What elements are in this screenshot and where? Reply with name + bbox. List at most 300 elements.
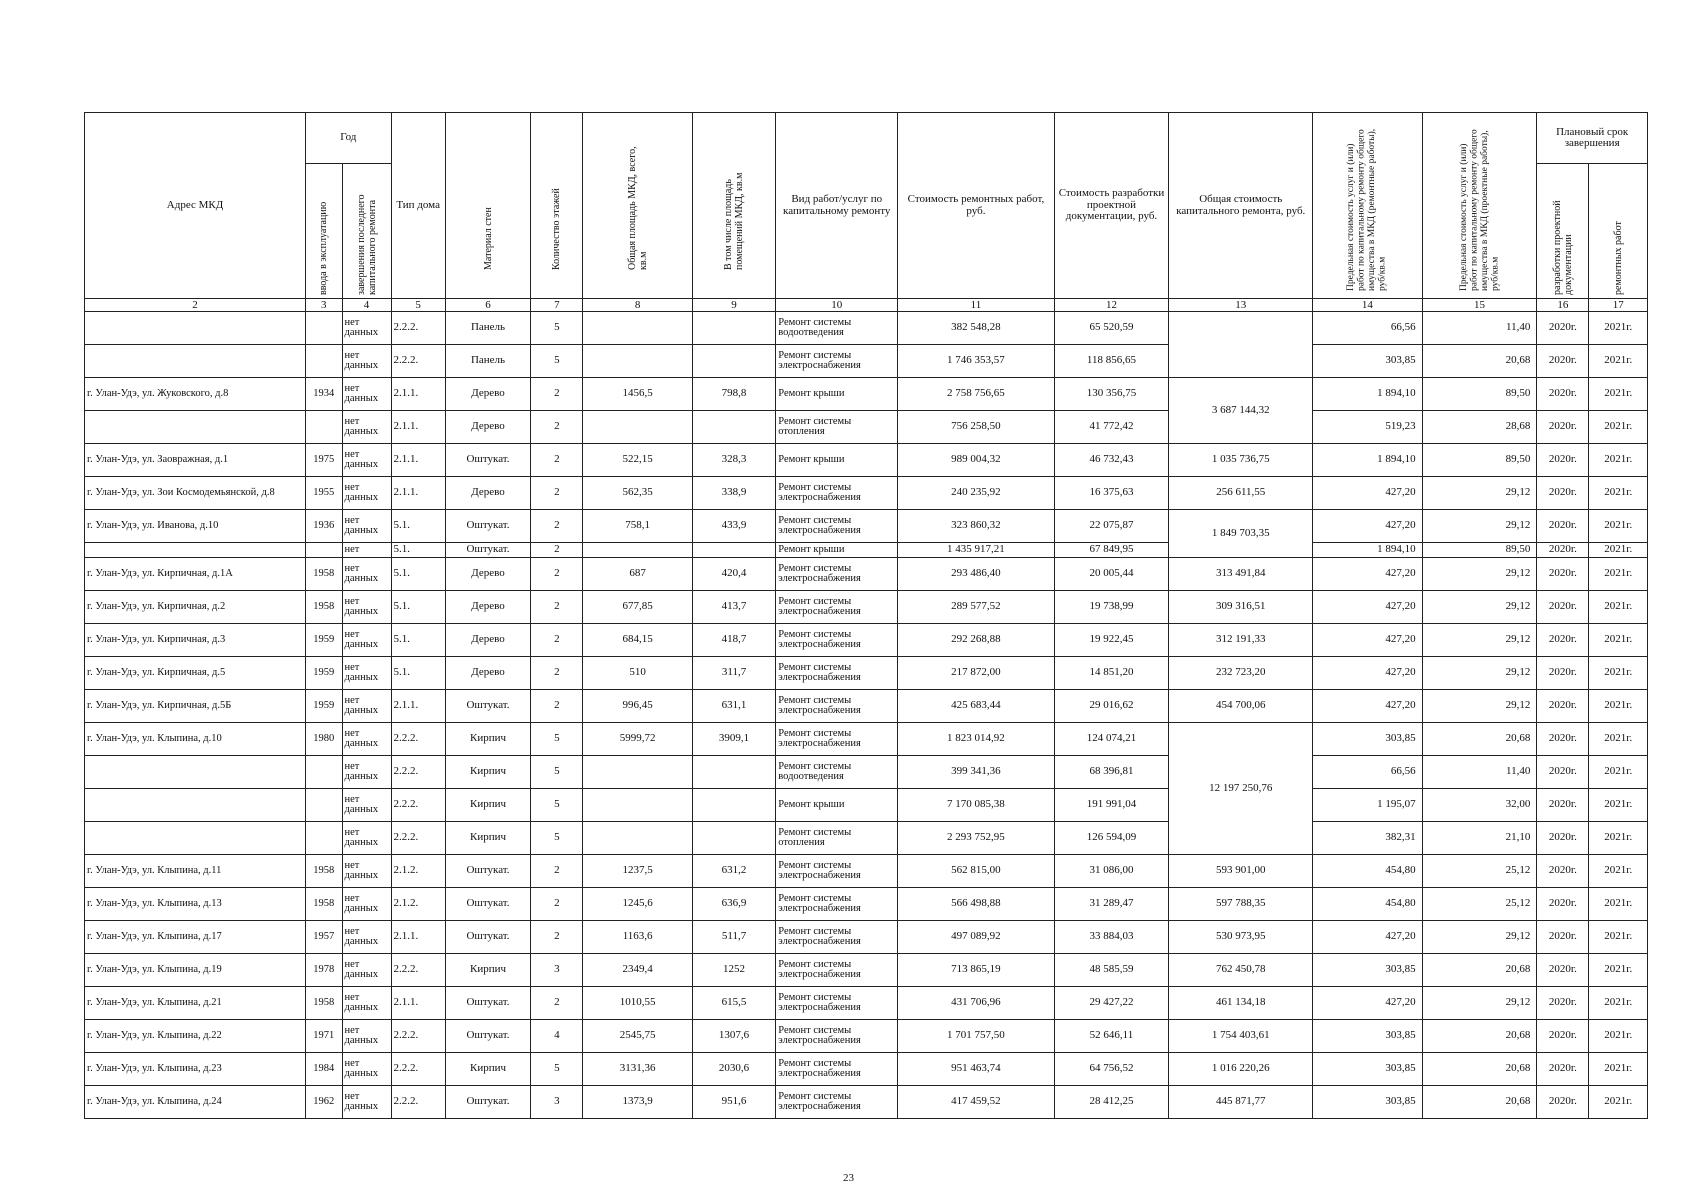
- cell-premises-area: [692, 345, 775, 378]
- cell-year-built: 1957: [306, 921, 342, 954]
- cell-limit-design: 25,12: [1422, 855, 1537, 888]
- cell-total-area: 684,15: [583, 624, 692, 657]
- cell-wall-material: Оштукат.: [445, 690, 531, 723]
- header-work-type: Вид работ/услуг по капитальному ремонту: [776, 113, 898, 299]
- cell-limit-design: 29,12: [1422, 657, 1537, 690]
- cell-repair-cost: 293 486,40: [898, 558, 1054, 591]
- table-row: [85, 591, 1648, 624]
- cell-term-design: 2020г.: [1537, 1020, 1589, 1053]
- cell-limit-design: 29,12: [1422, 987, 1537, 1020]
- cell-design-cost: 126 594,09: [1054, 822, 1169, 855]
- cell-limit-design: 89,50: [1422, 444, 1537, 477]
- cell-premises-area: [692, 411, 775, 444]
- cell-wall-material: Оштукат.: [445, 921, 531, 954]
- table-row: [85, 855, 1648, 888]
- cell-address: г. Улан-Удэ, ул. Клыпина, д.21: [85, 987, 306, 1020]
- table-row: [85, 558, 1648, 591]
- cell-address: [85, 345, 306, 378]
- cell-last-repair: нет данных: [342, 444, 391, 477]
- cell-last-repair: нет данных: [342, 789, 391, 822]
- cell-work-type: Ремонт системы электроснабжения: [776, 477, 898, 510]
- cell-term-design: 2020г.: [1537, 477, 1589, 510]
- cell-total-area: 510: [583, 657, 692, 690]
- cell-last-repair: нет данных: [342, 657, 391, 690]
- cell-house-type: 5.1.: [391, 510, 445, 543]
- cell-year-built: 1958: [306, 591, 342, 624]
- cell-limit-repair: 303,85: [1313, 1020, 1422, 1053]
- header-floors: [531, 113, 583, 299]
- cell-year-built: [306, 756, 342, 789]
- cell-year-built: 1980: [306, 723, 342, 756]
- cell-design-cost: 20 005,44: [1054, 558, 1169, 591]
- header-premises-area: [692, 113, 775, 299]
- cell-limit-repair: 454,80: [1313, 855, 1422, 888]
- cell-term-repair: 2021г.: [1589, 855, 1648, 888]
- cell-wall-material: Дерево: [445, 477, 531, 510]
- cell-total-area: 2545,75: [583, 1020, 692, 1053]
- cell-year-built: 1959: [306, 624, 342, 657]
- header-year-commission: [306, 164, 342, 299]
- cell-limit-repair: 303,85: [1313, 1053, 1422, 1086]
- header-year-last-repair-text: завершения последнего капитального ремонта: [355, 194, 378, 295]
- cell-total-cost: 1 035 736,75: [1169, 444, 1313, 477]
- cell-floors: 2: [531, 444, 583, 477]
- cell-wall-material: Оштукат.: [445, 987, 531, 1020]
- cell-term-repair: 2021г.: [1589, 921, 1648, 954]
- cell-design-cost: 52 646,11: [1054, 1020, 1169, 1053]
- cell-work-type: Ремонт системы электроснабжения: [776, 1020, 898, 1053]
- cell-total-cost: 597 788,35: [1169, 888, 1313, 921]
- cell-house-type: 2.2.2.: [391, 822, 445, 855]
- cell-term-repair: 2021г.: [1589, 411, 1648, 444]
- cell-design-cost: 28 412,25: [1054, 1086, 1169, 1119]
- table-row: [85, 624, 1648, 657]
- column-number: 14: [1313, 299, 1422, 312]
- cell-year-built: [306, 789, 342, 822]
- cell-total-cost: 762 450,78: [1169, 954, 1313, 987]
- cell-premises-area: 631,1: [692, 690, 775, 723]
- cell-premises-area: 1307,6: [692, 1020, 775, 1053]
- cell-term-repair: 2021г.: [1589, 378, 1648, 411]
- cell-wall-material: Панель: [445, 345, 531, 378]
- table-row: [85, 921, 1648, 954]
- cell-last-repair: нет данных: [342, 345, 391, 378]
- cell-year-built: 1958: [306, 987, 342, 1020]
- cell-limit-design: 89,50: [1422, 378, 1537, 411]
- cell-premises-area: 615,5: [692, 987, 775, 1020]
- cell-repair-cost: 417 459,52: [898, 1086, 1054, 1119]
- cell-year-built: [306, 312, 342, 345]
- cell-term-design: 2020г.: [1537, 756, 1589, 789]
- cell-work-type: Ремонт крыши: [776, 543, 898, 558]
- cell-year-built: [306, 822, 342, 855]
- cell-last-repair: нет данных: [342, 1086, 391, 1119]
- cell-house-type: 5.1.: [391, 543, 445, 558]
- cell-limit-repair: 427,20: [1313, 921, 1422, 954]
- cell-address: [85, 789, 306, 822]
- cell-total-area: 687: [583, 558, 692, 591]
- header-floors-text: Количество этажей: [551, 187, 563, 270]
- cell-term-design: 2020г.: [1537, 1053, 1589, 1086]
- cell-address: г. Улан-Удэ, ул. Кирпичная, д.5Б: [85, 690, 306, 723]
- cell-house-type: 2.2.2.: [391, 723, 445, 756]
- cell-design-cost: 67 849,95: [1054, 543, 1169, 558]
- cell-repair-cost: 7 170 085,38: [898, 789, 1054, 822]
- cell-limit-design: 20,68: [1422, 1086, 1537, 1119]
- cell-total-cost: 593 901,00: [1169, 855, 1313, 888]
- cell-term-design: 2020г.: [1537, 657, 1589, 690]
- cell-last-repair: нет данных: [342, 1020, 391, 1053]
- cell-term-design: 2020г.: [1537, 855, 1589, 888]
- cell-address: г. Улан-Удэ, ул. Кирпичная, д.3: [85, 624, 306, 657]
- cell-design-cost: 31 086,00: [1054, 855, 1169, 888]
- cell-last-repair: нет данных: [342, 378, 391, 411]
- table-row: [85, 1053, 1648, 1086]
- cell-last-repair: нет данных: [342, 591, 391, 624]
- cell-term-repair: 2021г.: [1589, 312, 1648, 345]
- cell-limit-repair: 427,20: [1313, 624, 1422, 657]
- cell-repair-cost: 399 341,36: [898, 756, 1054, 789]
- cell-term-design: 2020г.: [1537, 822, 1589, 855]
- cell-limit-repair: 66,56: [1313, 312, 1422, 345]
- cell-term-design: 2020г.: [1537, 444, 1589, 477]
- table-body: [85, 312, 1648, 1119]
- capital-repair-table: [84, 112, 1648, 1119]
- cell-term-repair: 2021г.: [1589, 888, 1648, 921]
- table-row: [85, 657, 1648, 690]
- cell-work-type: Ремонт системы электроснабжения: [776, 657, 898, 690]
- cell-wall-material: Кирпич: [445, 1053, 531, 1086]
- page-number: 23: [843, 1172, 854, 1184]
- column-number: 3: [306, 299, 342, 312]
- cell-work-type: Ремонт крыши: [776, 378, 898, 411]
- cell-limit-design: 29,12: [1422, 624, 1537, 657]
- cell-work-type: Ремонт системы электроснабжения: [776, 624, 898, 657]
- cell-year-built: 1962: [306, 1086, 342, 1119]
- cell-limit-design: 29,12: [1422, 690, 1537, 723]
- cell-house-type: 2.1.1.: [391, 411, 445, 444]
- cell-term-repair: 2021г.: [1589, 756, 1648, 789]
- cell-total-area: 1456,5: [583, 378, 692, 411]
- cell-address: г. Улан-Удэ, ул. Иванова, д.10: [85, 510, 306, 543]
- header-house-type: Тип дома: [391, 113, 445, 299]
- cell-work-type: Ремонт крыши: [776, 789, 898, 822]
- cell-work-type: Ремонт системы электроснабжения: [776, 987, 898, 1020]
- cell-year-built: 1971: [306, 1020, 342, 1053]
- header-year: Год: [306, 113, 391, 164]
- cell-design-cost: 19 922,45: [1054, 624, 1169, 657]
- header-wall-material-text: Материал стен: [482, 206, 494, 270]
- cell-year-built: 1958: [306, 888, 342, 921]
- cell-repair-cost: 989 004,32: [898, 444, 1054, 477]
- cell-design-cost: 16 375,63: [1054, 477, 1169, 510]
- cell-year-built: 1984: [306, 1053, 342, 1086]
- cell-premises-area: 338,9: [692, 477, 775, 510]
- cell-term-design: 2020г.: [1537, 690, 1589, 723]
- cell-premises-area: 3909,1: [692, 723, 775, 756]
- header-repair-cost: Стоимость ремонтных работ, руб.: [898, 113, 1054, 299]
- cell-address: г. Улан-Удэ, ул. Клыпина, д.11: [85, 855, 306, 888]
- table-row: [85, 477, 1648, 510]
- cell-work-type: Ремонт системы отопления: [776, 411, 898, 444]
- cell-total-area: [583, 312, 692, 345]
- cell-design-cost: 46 732,43: [1054, 444, 1169, 477]
- header-limit-design: [1422, 113, 1537, 299]
- header-limit-repair: [1313, 113, 1422, 299]
- cell-limit-repair: 427,20: [1313, 591, 1422, 624]
- cell-design-cost: 41 772,42: [1054, 411, 1169, 444]
- cell-term-design: 2020г.: [1537, 510, 1589, 543]
- cell-floors: 2: [531, 558, 583, 591]
- cell-repair-cost: 323 860,32: [898, 510, 1054, 543]
- cell-term-repair: 2021г.: [1589, 477, 1648, 510]
- cell-last-repair: нет данных: [342, 987, 391, 1020]
- table-row: [85, 1020, 1648, 1053]
- cell-design-cost: 22 075,87: [1054, 510, 1169, 543]
- cell-year-built: 1958: [306, 558, 342, 591]
- cell-limit-repair: 519,23: [1313, 411, 1422, 444]
- cell-repair-cost: 217 872,00: [898, 657, 1054, 690]
- cell-work-type: Ремонт системы водоотведения: [776, 312, 898, 345]
- cell-design-cost: 14 851,20: [1054, 657, 1169, 690]
- cell-repair-cost: 1 823 014,92: [898, 723, 1054, 756]
- cell-limit-design: 29,12: [1422, 558, 1537, 591]
- cell-total-cost: 461 134,18: [1169, 987, 1313, 1020]
- cell-work-type: Ремонт системы водоотведения: [776, 756, 898, 789]
- cell-premises-area: 511,7: [692, 921, 775, 954]
- cell-total-cost: 3 687 144,32: [1169, 378, 1313, 444]
- cell-address: г. Улан-Удэ, ул. Клыпина, д.23: [85, 1053, 306, 1086]
- cell-floors: 3: [531, 954, 583, 987]
- column-number: 11: [898, 299, 1054, 312]
- cell-floors: 5: [531, 789, 583, 822]
- header-premises-area-text: В том числе площадь помещений МКД, кв.м: [723, 172, 746, 270]
- cell-design-cost: 124 074,21: [1054, 723, 1169, 756]
- cell-floors: 5: [531, 312, 583, 345]
- cell-term-design: 2020г.: [1537, 987, 1589, 1020]
- cell-limit-design: 29,12: [1422, 510, 1537, 543]
- cell-house-type: 2.1.1.: [391, 477, 445, 510]
- cell-total-area: 2349,4: [583, 954, 692, 987]
- cell-wall-material: Дерево: [445, 657, 531, 690]
- cell-address: г. Улан-Удэ, ул. Клыпина, д.10: [85, 723, 306, 756]
- cell-house-type: 2.2.2.: [391, 1020, 445, 1053]
- cell-floors: 5: [531, 1053, 583, 1086]
- cell-house-type: 2.1.1.: [391, 444, 445, 477]
- cell-work-type: Ремонт системы отопления: [776, 822, 898, 855]
- cell-last-repair: нет данных: [342, 510, 391, 543]
- cell-term-design: 2020г.: [1537, 789, 1589, 822]
- cell-total-cost: 312 191,33: [1169, 624, 1313, 657]
- cell-floors: 5: [531, 345, 583, 378]
- cell-total-area: [583, 756, 692, 789]
- cell-last-repair: нет данных: [342, 723, 391, 756]
- cell-last-repair: нет данных: [342, 690, 391, 723]
- table-row: [85, 378, 1648, 411]
- cell-floors: 2: [531, 690, 583, 723]
- cell-limit-repair: 303,85: [1313, 345, 1422, 378]
- column-number: 6: [445, 299, 531, 312]
- cell-year-built: [306, 345, 342, 378]
- cell-term-design: 2020г.: [1537, 558, 1589, 591]
- cell-year-built: 1959: [306, 690, 342, 723]
- cell-floors: 4: [531, 1020, 583, 1053]
- cell-limit-design: 20,68: [1422, 1020, 1537, 1053]
- cell-repair-cost: 425 683,44: [898, 690, 1054, 723]
- cell-wall-material: Кирпич: [445, 723, 531, 756]
- cell-wall-material: Оштукат.: [445, 510, 531, 543]
- cell-floors: 2: [531, 378, 583, 411]
- cell-premises-area: 798,8: [692, 378, 775, 411]
- cell-total-area: 522,15: [583, 444, 692, 477]
- cell-repair-cost: 1 435 917,21: [898, 543, 1054, 558]
- cell-total-area: 996,45: [583, 690, 692, 723]
- header-year-commission-text: ввода в эксплуатацию: [318, 201, 330, 295]
- cell-floors: 2: [531, 657, 583, 690]
- cell-address: г. Улан-Удэ, ул. Клыпина, д.19: [85, 954, 306, 987]
- cell-year-built: 1936: [306, 510, 342, 543]
- cell-term-repair: 2021г.: [1589, 444, 1648, 477]
- table-row: [85, 723, 1648, 756]
- cell-work-type: Ремонт системы электроснабжения: [776, 558, 898, 591]
- cell-limit-design: 29,12: [1422, 921, 1537, 954]
- cell-term-design: 2020г.: [1537, 543, 1589, 558]
- cell-floors: 2: [531, 411, 583, 444]
- cell-limit-design: 25,12: [1422, 888, 1537, 921]
- cell-design-cost: 65 520,59: [1054, 312, 1169, 345]
- cell-total-cost: 12 197 250,76: [1169, 723, 1313, 855]
- cell-address: г. Улан-Удэ, ул. Зои Космодемьянской, д.8: [85, 477, 306, 510]
- cell-total-area: 1237,5: [583, 855, 692, 888]
- cell-total-area: 562,35: [583, 477, 692, 510]
- cell-limit-design: 29,12: [1422, 591, 1537, 624]
- cell-last-repair: нет данных: [342, 558, 391, 591]
- cell-repair-cost: 292 268,88: [898, 624, 1054, 657]
- cell-term-repair: 2021г.: [1589, 690, 1648, 723]
- cell-wall-material: Оштукат.: [445, 1086, 531, 1119]
- cell-repair-cost: 951 463,74: [898, 1053, 1054, 1086]
- cell-limit-repair: 1 894,10: [1313, 543, 1422, 558]
- cell-last-repair: нет данных: [342, 855, 391, 888]
- cell-total-area: 3131,36: [583, 1053, 692, 1086]
- cell-limit-repair: 303,85: [1313, 723, 1422, 756]
- cell-premises-area: 1252: [692, 954, 775, 987]
- table-row: [85, 888, 1648, 921]
- cell-work-type: Ремонт системы электроснабжения: [776, 1086, 898, 1119]
- cell-limit-design: 20,68: [1422, 954, 1537, 987]
- header-planned-term: Плановый срок завершения: [1537, 113, 1648, 164]
- header-total-cost: Общая стоимость капитального ремонта, руб.: [1169, 113, 1313, 299]
- cell-limit-repair: 427,20: [1313, 657, 1422, 690]
- cell-limit-design: 11,40: [1422, 312, 1537, 345]
- cell-work-type: Ремонт системы электроснабжения: [776, 510, 898, 543]
- cell-total-area: 758,1: [583, 510, 692, 543]
- cell-last-repair: нет данных: [342, 921, 391, 954]
- cell-wall-material: Оштукат.: [445, 855, 531, 888]
- cell-term-design: 2020г.: [1537, 411, 1589, 444]
- cell-total-area: [583, 345, 692, 378]
- cell-limit-repair: 303,85: [1313, 1086, 1422, 1119]
- cell-year-built: 1975: [306, 444, 342, 477]
- header-address: Адрес МКД: [85, 113, 306, 299]
- table-row: [85, 444, 1648, 477]
- cell-term-repair: 2021г.: [1589, 591, 1648, 624]
- cell-total-area: 1163,6: [583, 921, 692, 954]
- cell-repair-cost: 1 701 757,50: [898, 1020, 1054, 1053]
- cell-term-repair: 2021г.: [1589, 1020, 1648, 1053]
- cell-wall-material: Дерево: [445, 558, 531, 591]
- cell-wall-material: Кирпич: [445, 756, 531, 789]
- cell-address: [85, 822, 306, 855]
- cell-last-repair: нет данных: [342, 1053, 391, 1086]
- cell-limit-design: 20,68: [1422, 723, 1537, 756]
- cell-address: г. Улан-Удэ, ул. Кирпичная, д.5: [85, 657, 306, 690]
- cell-term-repair: 2021г.: [1589, 723, 1648, 756]
- cell-total-area: 5999,72: [583, 723, 692, 756]
- table-row: [85, 312, 1648, 345]
- header-year-last-repair: [342, 164, 391, 299]
- cell-wall-material: Дерево: [445, 624, 531, 657]
- cell-repair-cost: 562 815,00: [898, 855, 1054, 888]
- cell-house-type: 2.2.2.: [391, 1053, 445, 1086]
- column-number: 16: [1537, 299, 1589, 312]
- cell-wall-material: Панель: [445, 312, 531, 345]
- header-wall-material: [445, 113, 531, 299]
- cell-work-type: Ремонт системы электроснабжения: [776, 921, 898, 954]
- cell-repair-cost: 382 548,28: [898, 312, 1054, 345]
- header-total-area-text: Общая площадь МКД, всего, кв.м: [626, 145, 649, 270]
- column-number: 5: [391, 299, 445, 312]
- table-row: [85, 1086, 1648, 1119]
- cell-address: г. Улан-Удэ, ул. Заовражная, д.1: [85, 444, 306, 477]
- cell-premises-area: 420,4: [692, 558, 775, 591]
- cell-wall-material: Кирпич: [445, 789, 531, 822]
- cell-term-repair: 2021г.: [1589, 558, 1648, 591]
- cell-total-cost: 1 849 703,35: [1169, 510, 1313, 558]
- header-term-repair-text: ремонтных работ: [1612, 221, 1624, 295]
- cell-limit-repair: 66,56: [1313, 756, 1422, 789]
- cell-wall-material: Оштукат.: [445, 543, 531, 558]
- table-header: [85, 113, 1648, 312]
- header-total-area: [583, 113, 692, 299]
- cell-term-design: 2020г.: [1537, 345, 1589, 378]
- cell-premises-area: 413,7: [692, 591, 775, 624]
- table-row: [85, 954, 1648, 987]
- cell-house-type: 5.1.: [391, 591, 445, 624]
- column-number: 2: [85, 299, 306, 312]
- cell-total-cost: 530 973,95: [1169, 921, 1313, 954]
- cell-limit-repair: 454,80: [1313, 888, 1422, 921]
- cell-premises-area: [692, 756, 775, 789]
- column-number: 12: [1054, 299, 1169, 312]
- cell-last-repair: нет данных: [342, 756, 391, 789]
- cell-total-cost: 232 723,20: [1169, 657, 1313, 690]
- table-row: [85, 987, 1648, 1020]
- cell-term-design: 2020г.: [1537, 312, 1589, 345]
- cell-wall-material: Оштукат.: [445, 888, 531, 921]
- cell-repair-cost: 497 089,92: [898, 921, 1054, 954]
- cell-total-area: [583, 543, 692, 558]
- cell-term-repair: 2021г.: [1589, 1086, 1648, 1119]
- cell-total-area: 1010,55: [583, 987, 692, 1020]
- cell-term-design: 2020г.: [1537, 591, 1589, 624]
- cell-floors: 5: [531, 723, 583, 756]
- cell-total-area: 1245,6: [583, 888, 692, 921]
- column-number: 13: [1169, 299, 1313, 312]
- cell-design-cost: 68 396,81: [1054, 756, 1169, 789]
- column-number: 17: [1589, 299, 1648, 312]
- table-row: [85, 756, 1648, 789]
